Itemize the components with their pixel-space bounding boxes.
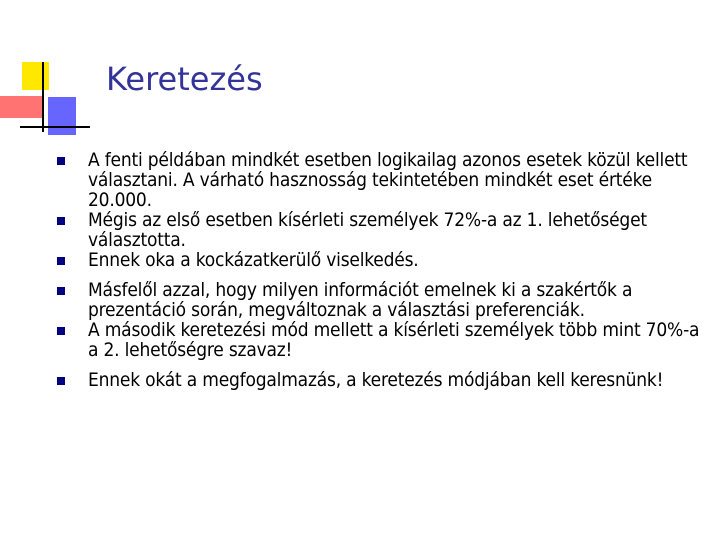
bullet-item (88, 210, 708, 250)
bullet-list (88, 150, 708, 390)
square-bullet-icon (57, 377, 65, 385)
bullet-text: Ennek oka a kockázatkerülő viselkedés. (88, 249, 419, 271)
square-bullet-icon (57, 217, 65, 225)
bullet-item (88, 250, 708, 270)
yellow-square-decoration (22, 62, 49, 90)
blue-square-decoration (48, 97, 76, 135)
square-bullet-icon (57, 257, 65, 265)
slide-title: Keretezés (106, 60, 263, 98)
slide-decoration-logo (0, 0, 110, 150)
bullet-text: A második keretezési mód mellett a kísérleti személyek több mint 70%-a a 2. lehetőségre szavaz! (88, 319, 700, 361)
bullet-text: A fenti példában mindkét esetben logikailag azonos esetek közül kellett választani. A várható hasznosság tekintetében mindkét eset értéke 20.000. (88, 149, 688, 211)
bullet-item (88, 150, 708, 210)
square-bullet-icon (57, 287, 65, 295)
bullet-item (88, 370, 708, 390)
bullet-item (88, 280, 708, 320)
square-bullet-icon (57, 157, 65, 165)
bullet-text: Másfelől azzal, hogy milyen információt emelnek ki a szakértők a prezentáció során, megváltoznak a választási preferenciák. (88, 279, 633, 321)
vertical-line-decoration (42, 62, 44, 132)
red-square-decoration (0, 96, 44, 118)
bullet-text: Mégis az első esetben kísérleti személyek 72%-a az 1. lehetőséget választotta. (88, 209, 647, 251)
horizontal-line-decoration (20, 126, 90, 128)
square-bullet-icon (57, 327, 65, 335)
bullet-text: Ennek okát a megfogalmazás, a keretezés módjában kell keresnünk! (88, 369, 664, 391)
bullet-item (88, 320, 708, 360)
